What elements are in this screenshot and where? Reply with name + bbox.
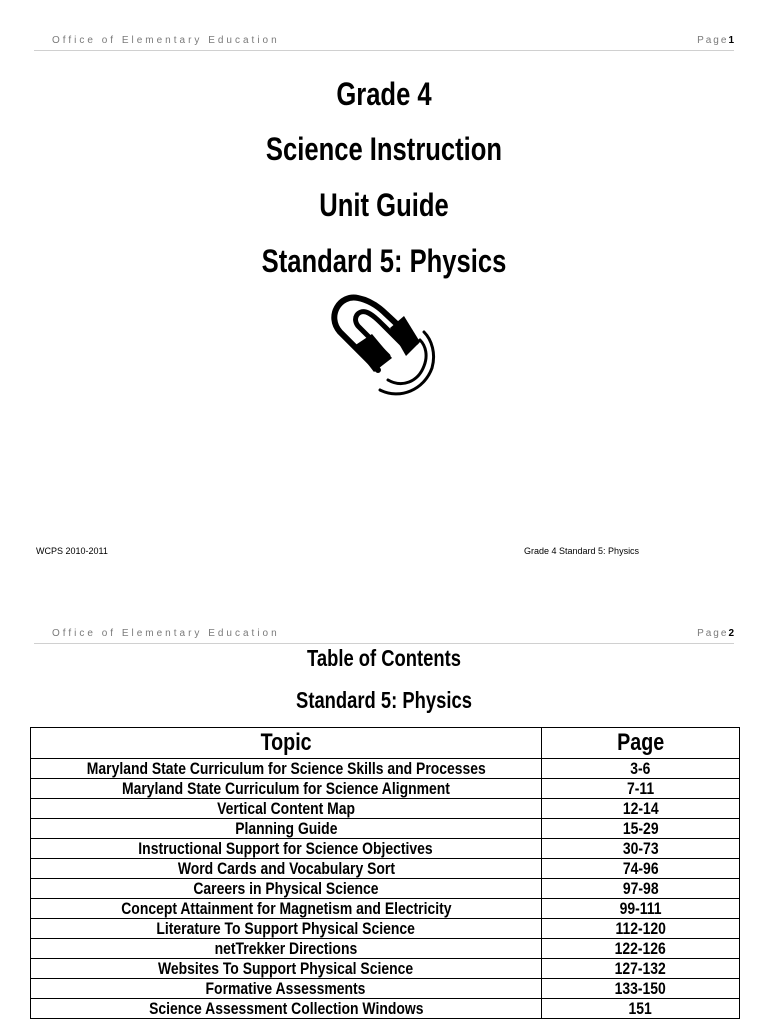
table-row [31,939,740,959]
page-cell: 97-98 [541,879,739,899]
table-row [31,859,740,879]
toc-subtitle: Standard 5: Physics [296,687,472,713]
page-cell: 151 [541,999,739,1019]
page-cell: 30-73 [541,839,739,859]
toc-title: Table of Contents [306,645,461,671]
page-cell: 7-11 [541,779,739,799]
topic-cell: Maryland State Curriculum for Science Skills and Processes [31,759,542,779]
topic-cell: Planning Guide [31,819,542,839]
header-office: Office of Elementary Education [52,35,280,46]
topic-cell: Science Assessment Collection Windows [31,999,542,1019]
header-page-number: Page2 [697,628,734,639]
page-cell: 74-96 [541,859,739,879]
title-unit-guide: Unit Guide [319,187,449,223]
topic-cell: netTrekker Directions [31,939,542,959]
topic-cell: Instructional Support for Science Objectives [31,839,542,859]
topic-cell: Careers in Physical Science [31,879,542,899]
page-cell: 15-29 [541,819,739,839]
title-standard: Standard 5: Physics [261,243,507,279]
page-cell: 133-150 [541,979,739,999]
table-row [31,779,740,799]
topic-cell: Formative Assessments [31,979,542,999]
footer-right: Grade 4 Standard 5: Physics [524,546,640,556]
page-cell: 99-111 [541,899,739,919]
header-office: Office of Elementary Education [52,628,280,639]
title-subject: Science Instruction [265,131,503,167]
table-row [31,919,740,939]
title-grade: Grade 4 [336,76,432,112]
toc-table [30,727,740,1019]
column-header-page: Page [541,728,739,759]
page-header [34,34,734,51]
table-row [31,839,740,859]
table-row [31,979,740,999]
table-row [31,959,740,979]
header-page-number: Page1 [697,35,734,46]
topic-cell: Concept Attainment for Magnetism and Electricity [31,899,542,919]
column-header-topic: Topic [31,728,542,759]
table-row [31,879,740,899]
topic-cell: Vertical Content Map [31,799,542,819]
page-cell: 3-6 [541,759,739,779]
topic-cell: Literature To Support Physical Science [31,919,542,939]
page-cell: 122-126 [541,939,739,959]
table-row [31,999,740,1019]
table-row [31,899,740,919]
table-row [31,759,740,779]
topic-cell: Word Cards and Vocabulary Sort [31,859,542,879]
table-row [31,799,740,819]
topic-cell: Maryland State Curriculum for Science Alignment [31,779,542,799]
magnet-icon [328,292,440,406]
page-cell: 127-132 [541,959,739,979]
page-header [34,627,734,644]
table-row [31,819,740,839]
table-header-row [31,728,740,759]
topic-cell: Websites To Support Physical Science [31,959,542,979]
page-cell: 12-14 [541,799,739,819]
page-cell: 112-120 [541,919,739,939]
footer-left: WCPS 2010-2011 [36,546,108,556]
